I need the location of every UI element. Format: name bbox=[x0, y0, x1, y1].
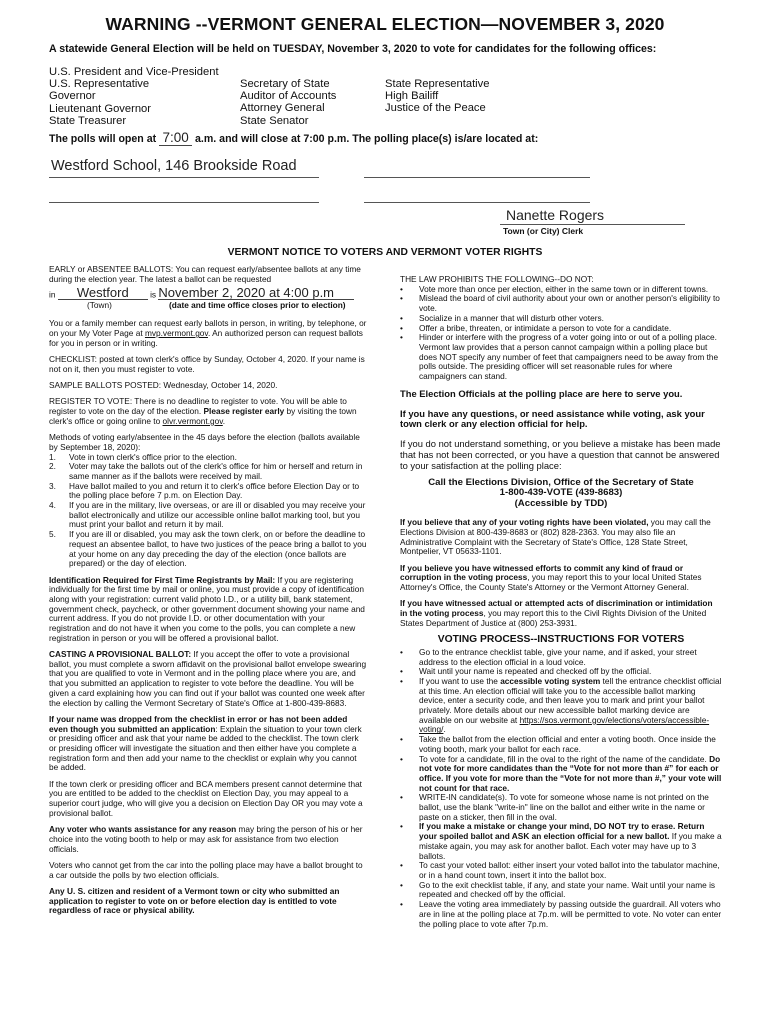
list-item: • Socialize in a manner that will disturb other voters. bbox=[400, 314, 722, 324]
early-ballots-text: EARLY or ABSENTEE BALLOTS: You can request early/absentee ballots at any time during the election year. The latest a ballot can be requested bbox=[49, 264, 361, 284]
office-item: Justice of the Peace bbox=[385, 102, 486, 115]
clerk-name: Nanette Rogers bbox=[506, 207, 605, 223]
list-item: • Leave the voting area immediately by passing outside the guardrail. All voters who are in line at the polling place at 7p.m. will be permitted to vote. No voter can enter the polling place to vote after 7p.m. bbox=[400, 900, 722, 929]
list-item: • Go to the entrance checklist table, give your name, and if asked, your street address to the election official in a loud voice. bbox=[400, 648, 722, 667]
list-item: • To cast your voted ballot: either insert your voted ballot into the tabulator machine, or in a hand count town, insert it into the ballot box. bbox=[400, 861, 722, 880]
list-item: • Take the ballot from the election official and enter a voting booth. Once inside the voting booth, mark your ballot for each race. bbox=[400, 735, 722, 754]
office-item: Attorney General bbox=[240, 102, 325, 115]
page-subtitle: A statewide General Election will be held on TUESDAY, November 3, 2020 to vote for candidates for the following offices: bbox=[49, 43, 657, 55]
list-item: • If you make a mistake or change your mind, DO NOT try to erase. Return your spoiled ballot and ASK an election official for a new ballot. If you make a mistake again, you may ask for another ballot. Each voter may have up to 3 ballots. bbox=[400, 822, 722, 861]
list-item: 1. Vote in town clerk's office prior to the election. bbox=[49, 451, 237, 462]
town-label: (Town) bbox=[87, 300, 112, 311]
polls-suffix: a.m. and will close at 7:00 p.m. The polling place(s) is/are located at: bbox=[195, 133, 539, 145]
provisional-ballot-text: CASTING A PROVISIONAL BALLOT: If you accept the offer to vote a provisional ballot, you must complete a sworn affidavit on the provisional ballot envelope swearing that you are qualified to vote in Vermont and in the polling place where you are, and that you submitted an application to register to vote before the deadline. You will be given a card explaining how you can find out if your ballot was counted one week after the election by calling the Vermont Secretary of State's Office at 1-800-439-8683. bbox=[49, 649, 367, 708]
mistake-text: If you do not understand something, or you believe a mistake has been made that has not been corrected, or you have a question that cannot be answered to your satisfaction at the polling place: bbox=[400, 438, 721, 471]
is-word: is bbox=[150, 289, 157, 300]
polls-open-time: 7:00 bbox=[159, 130, 192, 146]
office-item: Lieutenant Governor bbox=[49, 102, 151, 115]
voting-process-title: VOTING PROCESS--INSTRUCTIONS FOR VOTERS bbox=[437, 634, 685, 646]
olvr-link[interactable]: olvr.vermont.gov bbox=[162, 415, 223, 426]
clerk-signature-line bbox=[500, 224, 685, 225]
register-text: REGISTER TO VOTE: There is no deadline to register to vote. You will be able to register to vote on the day of the election. Please register early by visiting the town clerk's office or going online to olvr.vermont.gov. bbox=[49, 396, 357, 426]
location-line bbox=[364, 177, 590, 178]
polls-hours bbox=[49, 130, 538, 146]
office-item: State Senator bbox=[240, 114, 309, 127]
office-item: U.S. Representative bbox=[49, 78, 150, 91]
polls-prefix: The polls will open at bbox=[49, 133, 157, 145]
ballot-deadline-row bbox=[49, 286, 367, 300]
list-item: 2. Voter may take the ballots out of the clerk's office for him or herself and return in same manner as if the ballots were received by mail. bbox=[49, 461, 363, 481]
polling-location: Westford School, 146 Brookside Road bbox=[51, 158, 297, 174]
list-item: • To vote for a candidate, fill in the oval to the right of the name of the candidate. Do not vote for more candidates than the “Vote for not more than #” for each or office. If you vote for more than the “Vote for not more than #,” your vote will not count for that race. bbox=[400, 755, 722, 794]
list-item: 5. If you are ill or disabled, you may ask the town clerk, on or before the deadline to request an absentee ballot, to have two justices of the peace bring a ballot to you at your home on any day preceding the day of the election (once ballots are prepared) or the day of election. bbox=[49, 529, 367, 569]
office-item: Governor bbox=[49, 90, 96, 103]
office-item: U.S. President and Vice-President bbox=[49, 66, 219, 78]
list-item: • Hinder or interfere with the progress of a voter going into or out of a polling place. Vermont law provides that a person cannot campaign within a polling place but does NOT specify any number of feet that campaigners need to be away from the polls outside. The presiding officer will set reasonable rules for where campaigners can stand. bbox=[400, 333, 722, 382]
contact-phone: 1-800-439-VOTE (439-8683) bbox=[499, 487, 623, 499]
mvp-link[interactable]: mvp.vermont.gov bbox=[144, 328, 208, 339]
clerk-label: Town (or City) Clerk bbox=[503, 226, 584, 236]
list-item: 3. Have ballot mailed to you and return it to clerk's office before Election Day or to the polling place before 7 p.m. on Election Day. bbox=[49, 480, 360, 501]
office-item: State Representative bbox=[385, 78, 490, 90]
office-item: State Treasurer bbox=[49, 114, 127, 127]
elections-division-contact bbox=[400, 478, 722, 510]
list-item: • Go to the exit checklist table, if any, and state your name. Wait until your name is repeated and checked off by the official. bbox=[400, 881, 722, 900]
contact-tdd: (Accessible by TDD) bbox=[514, 497, 608, 509]
right-column bbox=[400, 275, 722, 935]
town-value: Westford bbox=[58, 286, 148, 300]
law-prohibitions-list bbox=[400, 285, 722, 382]
location-line bbox=[49, 177, 319, 178]
list-item: 4. If you are in the military, live overseas, or are ill or disabled you may receive your ballot electronically and utilize our accessible online ballot marking tool, but you must print your ballot and return it by mail. bbox=[49, 500, 366, 530]
questions-text: If you have any questions, or need assistance while voting, ask your town clerk or any election official for help. bbox=[400, 407, 705, 430]
in-word: in bbox=[49, 289, 56, 300]
checklist-text: CHECKLIST: posted at town clerk's office by Sunday, October 4, 2020. If your name is not on it, then you must register to vote. bbox=[49, 354, 365, 374]
deadline-value: November 2, 2020 at 4:00 p.m bbox=[158, 286, 354, 300]
notice-title: VERMONT NOTICE TO VOTERS AND VERMONT VOTER RIGHTS bbox=[227, 247, 543, 258]
fraud-text: If you believe you have witnessed efforts to commit any kind of fraud or corruption in the voting process, you may report this to your local United States Attorney's Office, the County State's Attorney or the Vermont Attorney General. bbox=[400, 562, 702, 593]
bca-text: If the town clerk or presiding officer and BCA members present cannot determine that you are entitled to be added to the checklist on Election Day, you may appeal to a superior court judge, who will give you a decision on Election Day OR you may vote a provisional ballot. bbox=[49, 778, 363, 818]
offices-column-2 bbox=[240, 78, 336, 127]
rights-violated-text: If you believe that any of your voting rights have been violated, you may call the Elections Division at 800-439-8683 or (802) 828-2363. You may also file an Administrative Complaint with the Secretary of State's Office, 128 State Street, Montpelier, VT 05633-1101. bbox=[400, 517, 711, 557]
discrimination-text: If you have witnessed actual or attempted acts of discrimination or intimidation in the voting process, you may report this to the Civil Rights Division of the United States Department of Justice at (800) 253-3931. bbox=[400, 598, 713, 628]
dropped-name-text: If your name was dropped from the checklist in error or has not been added even though you submitted an application: Explain the situation to your town clerk or presiding officer and ask that your name be added to the checklist. The town clerk or presiding officer will investigate the situation and then either have you complete a registration form and then add your name to the checklist or explain why you cannot be added. bbox=[49, 713, 362, 773]
officials-text: The Election Officials at the polling place are here to serve you. bbox=[400, 387, 683, 399]
list-item: • Mislead the board of civil authority about your own or another person's eligibility to vote. bbox=[400, 294, 722, 313]
assistance-text: Any voter who wants assistance for any reason may bring the person of his or her choice into the voting booth to help or may ask for assistance from two election officials. bbox=[49, 824, 363, 854]
deadline-labels bbox=[49, 301, 367, 311]
location-line bbox=[364, 202, 590, 203]
list-item: • Wait until your name is repeated and checked off by the official. bbox=[400, 667, 722, 677]
car-voting-text: Voters who cannot get from the car into the polling place may have a ballot brought to a car outside the polls by two election officials. bbox=[49, 859, 363, 880]
accessible-voting-link[interactable]: https://sos.vermont.gov/elections/voters/accessible-voting/ bbox=[419, 714, 710, 735]
list-item: • If you want to use the accessible voting system tell the entrance checklist official at this time. An election official will take you to the accessible ballot marking device, enter a security code, and then leave you to mark and print your ballot privately. More details about our new accessible ballot marking device are available on our website at https://sos.vermont.gov/elections/voters/accessible-voting/. bbox=[400, 677, 722, 735]
office-item: Auditor of Accounts bbox=[240, 90, 337, 103]
list-item: • Vote more than once per election, either in the same town or in different towns. bbox=[400, 285, 722, 295]
citizen-text: Any U. S. citizen and resident of a Vermont town or city who submitted an application to register to vote on or before election day is entitled to vote regardless of race or physical ability. bbox=[49, 885, 340, 916]
location-line bbox=[49, 202, 319, 203]
office-item: High Bailiff bbox=[385, 90, 439, 103]
office-item: Secretary of State bbox=[240, 78, 330, 90]
list-item: • WRITE-IN candidate(s). To vote for someone whose name is not printed on the ballot, use the blank "write-in" line on the ballot and either write in the name or paste on a sticker, then fill in the oval. bbox=[400, 793, 722, 822]
left-column bbox=[49, 265, 367, 923]
contact-line: Call the Elections Division, Office of the Secretary of State bbox=[428, 476, 694, 488]
list-item: • Offer a bribe, threaten, or intimidate a person to vote for a candidate. bbox=[400, 324, 722, 334]
offices-column-1 bbox=[49, 66, 219, 127]
family-request-text: You or a family member can request early ballots in person, in writing, by telephone, or on your My Voter Page at mvp.vermont.gov. An authorized person can request ballots for you in person or in writing. bbox=[49, 318, 367, 348]
law-title: THE LAW PROHIBITS THE FOLLOWING--DO NOT: bbox=[400, 274, 594, 284]
voting-methods-list bbox=[49, 433, 367, 569]
deadline-label: (date and time office closes prior to election) bbox=[169, 300, 346, 311]
methods-intro: Methods of voting early/absentee in the 45 days before the election (ballots available by September 18, 2020): bbox=[49, 432, 360, 452]
voting-process-list bbox=[400, 648, 722, 929]
page-title: WARNING --VERMONT GENERAL ELECTION—NOVEMBER 3, 2020 bbox=[105, 14, 665, 34]
sample-ballots-text: SAMPLE BALLOTS POSTED: Wednesday, October 14, 2020. bbox=[49, 380, 278, 391]
offices-column-3 bbox=[385, 78, 489, 115]
identification-text: Identification Required for First Time Registrants by Mail: If you are registering individually for the first time by mail or online, you must provide a copy of identification along with your registration: current valid photo I.D., or a utility bill, bank statement, government check, paycheck, or other government document showing your name and current address. If you do not provide I.D. or other documentation with your registration and do not have it when you come to the polls, you can complete a new registration in person or you will be offered a provisional ballot. bbox=[49, 574, 365, 643]
